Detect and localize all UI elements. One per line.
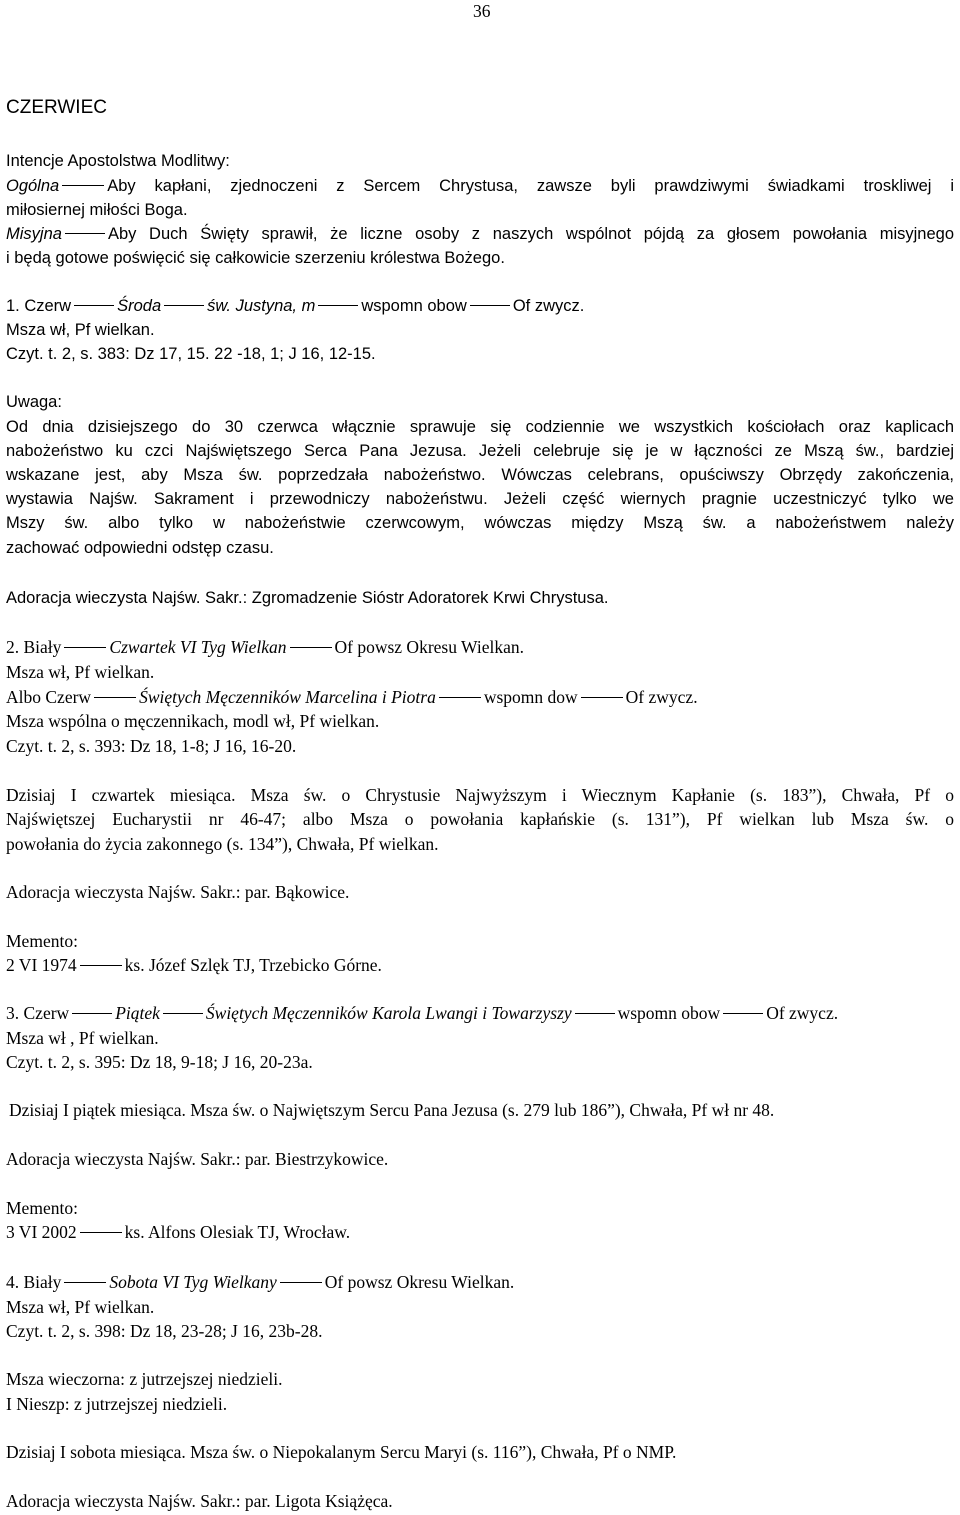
day4-mass: Msza wł, Pf wielkan. bbox=[6, 1297, 155, 1317]
month-heading: CZERWIEC bbox=[6, 97, 107, 118]
day1-note-line: zachować odpowiedni odstęp czasu. bbox=[6, 539, 274, 557]
day1-saint: św. Justyna, m bbox=[207, 297, 316, 315]
day1-note-line: wystawia Najśw. Sakrament i przewodniczy nabożeństwu. Jeżeli część wiernych pragnie uczestniczyć tylko we bbox=[6, 490, 954, 508]
day2-office: Of powsz Okresu Wielkan. bbox=[334, 637, 524, 657]
day1-note-line: wskazane jest, aby Msza św. poprzedzała nabożeństwo. Wówczas celebrans, opuściwszy Obrzędy zakończenia, bbox=[6, 466, 954, 484]
day1-adoration: Adoracja wieczysta Najśw. Sakr.: Zgromadzenie Sióstr Adoratorek Krwi Chrystusa. bbox=[6, 589, 609, 607]
day2-note-line: Dzisiaj I czwartek miesiąca. Msza św. o Chrystusie Najwyższym i Wiecznym Kapłanie (s. 183”), Chwała, Pf o bbox=[6, 785, 954, 805]
intention-general-continuation: miłosiernej miłości Boga. bbox=[6, 201, 188, 219]
day3-memento bbox=[6, 1220, 954, 1244]
em-dash bbox=[581, 697, 623, 698]
day1-note-line: Mszy św. albo tylko w nabożeństwie czerwcowym, wówczas między Mszą św. a nabożeństwem należy bbox=[6, 514, 954, 532]
em-dash bbox=[64, 1282, 106, 1283]
intention-general-label: Ogólna bbox=[6, 177, 60, 195]
day3-mass: Msza wł , Pf wielkan. bbox=[6, 1028, 159, 1048]
intention-mission-line bbox=[6, 222, 954, 246]
day4-evening-mass: Msza wieczorna: z jutrzejszej niedzieli. bbox=[6, 1369, 283, 1389]
intentions-heading: Intencje Apostolstwa Modlitwy: bbox=[6, 152, 230, 170]
em-dash bbox=[575, 1013, 615, 1014]
day1-header bbox=[6, 294, 954, 318]
day2-alt-prefix: Albo Czerw bbox=[6, 687, 92, 707]
day4-readings: Czyt. t. 2, s. 398: Dz 18, 23-28; J 16, 23b-28. bbox=[6, 1321, 323, 1341]
em-dash bbox=[94, 697, 136, 698]
day3-weekday: Piątek bbox=[115, 1003, 160, 1023]
em-dash bbox=[80, 965, 122, 966]
day1-readings: Czyt. t. 2, s. 383: Dz 17, 15. 22 -18, 1; J 16, 12-15. bbox=[6, 345, 376, 363]
em-dash bbox=[290, 647, 332, 648]
day1-prefix: 1. Czerw bbox=[6, 297, 72, 315]
em-dash bbox=[80, 1232, 122, 1233]
day4-vespers: I Nieszp: z jutrzejszej niedzieli. bbox=[6, 1394, 228, 1414]
day3-adoration: Adoracja wieczysta Najśw. Sakr.: par. Biestrzykowice. bbox=[6, 1149, 389, 1169]
day3-header bbox=[6, 1001, 954, 1025]
em-dash bbox=[280, 1282, 322, 1283]
day3-prefix: 3. Czerw bbox=[6, 1003, 70, 1023]
day2-note-line: powołania do życia zakonnego (s. 134”), Chwała, Pf wielkan. bbox=[6, 834, 439, 854]
day4-header bbox=[6, 1270, 954, 1294]
day2-memento-date: 2 VI 1974 bbox=[6, 955, 77, 975]
day4-prefix: 4. Biały bbox=[6, 1272, 62, 1292]
em-dash bbox=[74, 305, 114, 306]
day1-note-line: Od dnia dzisiejszego do 30 czerwca włącznie sprawuje się codziennie we wszystkich kościołach oraz kaplicach bbox=[6, 418, 954, 436]
day2-mass: Msza wł, Pf wielkan. bbox=[6, 662, 155, 682]
day1-rank: wspomn obow bbox=[361, 297, 467, 315]
day2-memento-label: Memento: bbox=[6, 931, 78, 951]
day3-saint: Świętych Męczenników Karola Lwangi i Towarzyszy bbox=[205, 1003, 572, 1023]
intention-general-line bbox=[6, 174, 954, 198]
em-dash bbox=[65, 233, 105, 234]
day2-title: Czwartek VI Tyg Wielkan bbox=[109, 637, 287, 657]
day1-mass: Msza wł, Pf wielkan. bbox=[6, 321, 155, 339]
day1-note-label: Uwaga: bbox=[6, 393, 62, 411]
em-dash bbox=[723, 1013, 763, 1014]
day2-alt-mass: Msza wspólna o męczennikach, modl wł, Pf wielkan. bbox=[6, 711, 380, 731]
intention-mission-label: Misyjna bbox=[6, 225, 62, 243]
day2-alt-title: Świętych Męczenników Marcelina i Piotra bbox=[139, 687, 436, 707]
day3-memento-text: ks. Alfons Olesiak TJ, Wrocław. bbox=[124, 1222, 351, 1242]
em-dash bbox=[72, 1013, 112, 1014]
em-dash bbox=[439, 697, 481, 698]
day4-office: Of powsz Okresu Wielkan. bbox=[324, 1272, 515, 1292]
intention-general-text: Aby kapłani, zjednoczeni z Sercem Chrystusa, zawsze byli prawdziwymi świadkami troskliwej i bbox=[107, 177, 954, 195]
day4-adoration: Adoracja wieczysta Najśw. Sakr.: par. Ligota Książęca. bbox=[6, 1491, 393, 1511]
day2-prefix: 2. Biały bbox=[6, 637, 62, 657]
day2-alt-office: Of zwycz. bbox=[625, 687, 698, 707]
day2-adoration: Adoracja wieczysta Najśw. Sakr.: par. Bąkowice. bbox=[6, 882, 350, 902]
page-number: 36 bbox=[473, 1, 491, 21]
day2-alt-rank: wspomn dow bbox=[483, 687, 578, 707]
day3-rank: wspomn obow bbox=[617, 1003, 721, 1023]
em-dash bbox=[64, 647, 106, 648]
em-dash bbox=[62, 185, 104, 186]
day1-weekday: Środa bbox=[117, 297, 162, 315]
intention-mission-continuation: i będą gotowe poświęcić się całkowicie szerzeniu królestwa Bożego. bbox=[6, 249, 505, 267]
day2-note-line: Najświętszej Eucharystii nr 46-47; albo Msza o powołania kapłańskie (s. 131”), Pf wielkan lub Msza św. o bbox=[6, 809, 954, 829]
intention-mission-text: Aby Duch Święty sprawił, że liczne osoby z naszych wspólnot pójdą za głosem powołania misyjnego bbox=[107, 225, 954, 243]
day1-note-line: nabożeństwo ku czci Najświętszego Serca Pana Jezusa. Jeżeli celebruje się je w łączności ze Mszą św., bardziej bbox=[6, 442, 954, 460]
day3-memento-label: Memento: bbox=[6, 1198, 78, 1218]
day3-memento-date: 3 VI 2002 bbox=[6, 1222, 77, 1242]
em-dash bbox=[164, 305, 204, 306]
day2-readings: Czyt. t. 2, s. 393: Dz 18, 1-8; J 16, 16-20. bbox=[6, 736, 297, 756]
day2-memento bbox=[6, 953, 954, 977]
day1-office: Of zwycz. bbox=[512, 297, 585, 315]
em-dash bbox=[470, 305, 510, 306]
em-dash bbox=[163, 1013, 203, 1014]
day2-memento-text: ks. Józef Szlęk TJ, Trzebicko Górne. bbox=[124, 955, 382, 975]
em-dash bbox=[318, 305, 358, 306]
day4-title: Sobota VI Tyg Wielkany bbox=[109, 1272, 277, 1292]
day3-note: Dzisiaj I piątek miesiąca. Msza św. o Najwiętszym Sercu Pana Jezusa (s. 279 lub 186”), Chwała, Pf wł nr 48. bbox=[9, 1100, 775, 1120]
day3-office: Of zwycz. bbox=[766, 1003, 839, 1023]
day3-readings: Czyt. t. 2, s. 395: Dz 18, 9-18; J 16, 20-23a. bbox=[6, 1052, 313, 1072]
day4-note: Dzisiaj I sobota miesiąca. Msza św. o Niepokalanym Sercu Maryi (s. 116”), Chwała, Pf o NMP. bbox=[6, 1442, 677, 1462]
day2-alternative bbox=[6, 685, 954, 709]
day2-header bbox=[6, 635, 954, 659]
